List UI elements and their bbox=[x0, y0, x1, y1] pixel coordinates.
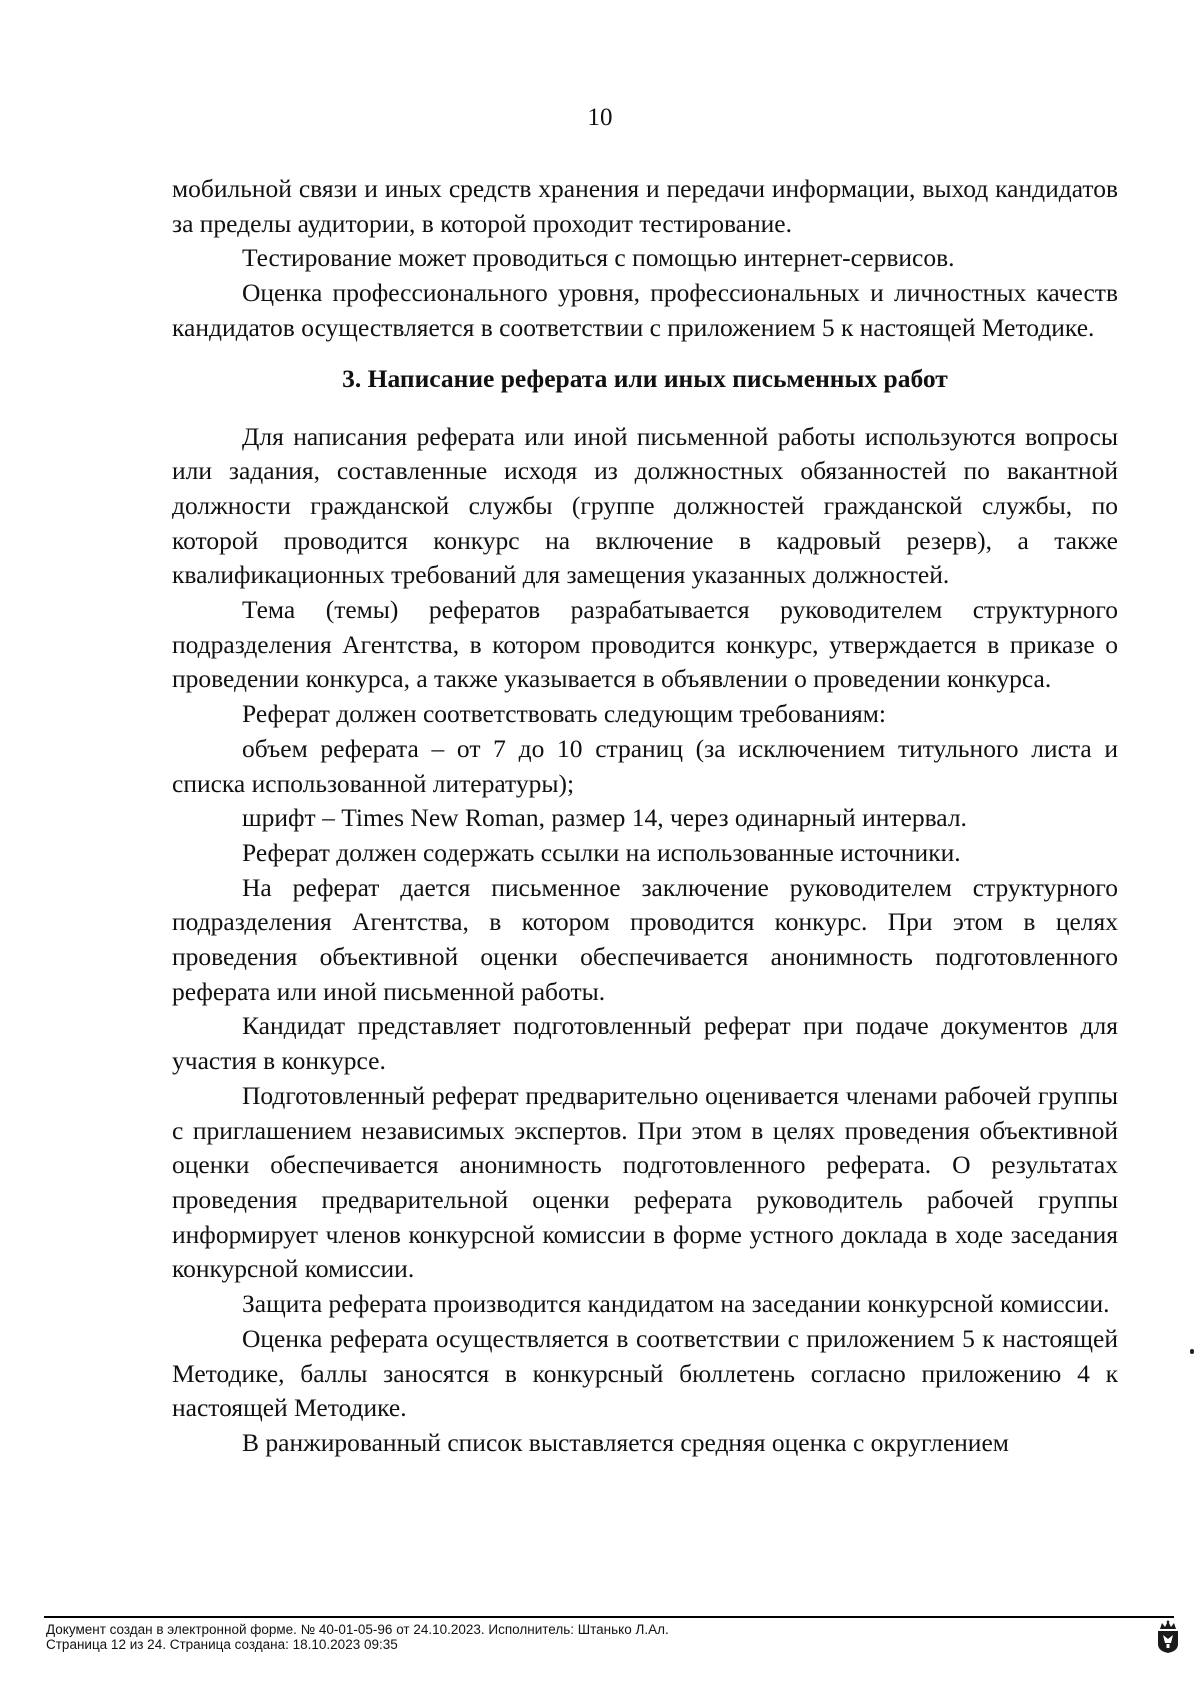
paragraph: Оценка реферата осуществляется в соответствии с приложением 5 к настоящей Методике, баллы заносятся в конкурсный бюллетень согласно приложению 4 к настоящей Методике. bbox=[172, 1323, 1118, 1423]
document-footer bbox=[46, 1622, 1106, 1652]
continuation-paragraph: мобильной связи и иных средств хранения и передачи информации, выход кандидатов за пределы аудитории, в которой проходит тестирование. bbox=[172, 174, 1118, 238]
paragraph: объем реферата – от 7 до 10 страниц (за исключением титульного листа и списка использованной литературы); bbox=[172, 733, 1118, 798]
document-body bbox=[172, 172, 1118, 1461]
paragraph: Подготовленный реферат предварительно оценивается членами рабочей группы с приглашением независимых экспертов. При этом в целях проведения объективной оценки обеспечивается анонимность подготовленного реферата. О результатах проведения предварительной оценки реферата руководитель рабочей группы информирует членов конкурсной комиссии в форме устного доклада в ходе заседания конкурсной комиссии. bbox=[172, 1080, 1118, 1284]
paragraph: В ранжированный список выставляется средняя оценка с округлением bbox=[242, 1427, 1009, 1457]
footer-line-page-info: Страница 12 из 24. Страница создана: 18.10.2023 09:35 bbox=[46, 1637, 398, 1652]
paragraph: Реферат должен соответствовать следующим требованиям: bbox=[242, 699, 886, 729]
section-heading: 3. Написание реферата или иных письменных работ bbox=[342, 363, 948, 393]
paragraph: Реферат должен содержать ссылки на использованные источники. bbox=[242, 837, 961, 867]
paragraph-internet-testing: Тестирование может проводиться с помощью интернет-сервисов. bbox=[242, 243, 955, 273]
paragraph: шрифт – Times New Roman, размер 14, через одинарный интервал. bbox=[242, 803, 967, 833]
paragraph: На реферат дается письменное заключение руководителем структурного подразделения Агентства, в котором проводится конкурс. При этом в целях проведения объективной оценки обеспечивается анонимность подготовленного реферата или иной письменной работы. bbox=[172, 872, 1118, 1006]
footer-divider bbox=[44, 1616, 1174, 1618]
paragraph-assessment: Оценка профессионального уровня, профессиональных и личностных качеств кандидатов осуществляется в соответствии с приложением 5 к настоящей Методике. bbox=[172, 278, 1118, 342]
paragraph: Кандидат представляет подготовленный реферат при подаче документов для участия в конкурсе. bbox=[172, 1011, 1118, 1076]
footer-line-document-info: Документ создан в электронной форме. № 40-01-05-96 от 24.10.2023. Исполнитель: Штанько Л.Ал. bbox=[46, 1622, 669, 1637]
coat-of-arms-icon bbox=[1156, 1620, 1180, 1654]
page-number: 10 bbox=[587, 104, 613, 131]
paragraph: Защита реферата производится кандидатом на заседании конкурсной комиссии. bbox=[242, 1289, 1110, 1319]
paragraph: Для написания реферата или иной письменной работы используются вопросы или задания, составленные исходя из должностных обязанностей по вакантной должности гражданской службы (группе должностей гражданской службы, по которой проводится конкурс на включение в кадровый резерв), а также квалификационных требований для замещения указанных должностей. bbox=[172, 421, 1118, 590]
paragraph: Тема (темы) рефератов разрабатывается руководителем структурного подразделения Агентства, в котором проводится конкурс, утверждается в приказе о проведении конкурса, а также указывается в объявлении о проведении конкурса. bbox=[172, 595, 1118, 694]
scan-speck bbox=[1190, 1349, 1194, 1354]
